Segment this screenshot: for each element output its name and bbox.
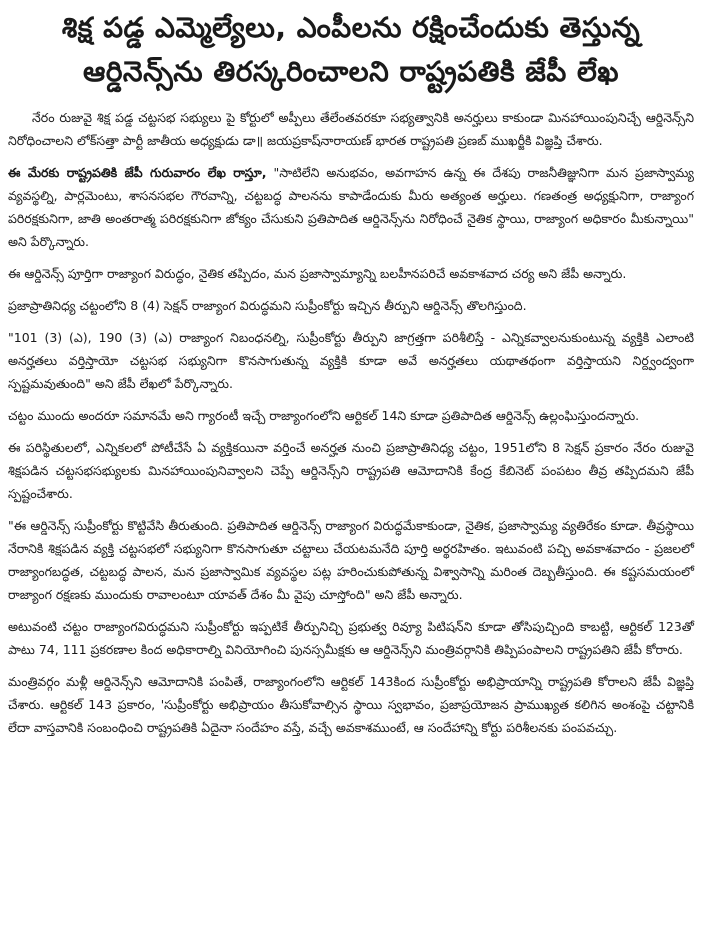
paragraph: అటువంటి చట్టం రాజ్యాంగవిరుద్ధమని సుప్రీంకోర్టు ఇప్పటికే తీర్పునిచ్చి ప్రభుత్వ రివ్యూ పిటిషన్‌ని కూడా తోసిపుచ్చింది కాబట్టి, ఆర్టికల్ 123తో పాటు 74, 111 ప్రకరణాల కింద అధికారాల్ని వినియోగించి పునస్సమీక్షకు ఆ ఆర్డినెన్స్‌ని మంత్రివర్గానికి తిప్పిపంపాలని రాష్ట్రపతిని జేపీ కోరారు. [8,619,694,657]
paragraph: ఈ పరిస్థితులలో, ఎన్నికలలో పోటీచేసే ఏ వ్యక్తికయినా వర్తించే అనర్హత నుంచి ప్రజాప్రాతినిధ్య చట్టం, 1951లోని 8 సెక్షన్ ప్రకారం నేరం రుజువై శిక్షపడిన చట్టసభసభ్యులకు మినహాయింపునివ్వాలని చెప్పే ఆర్డినెన్స్‌ని రాష్ట్రపతి ఆమోదానికి కేంద్ర కేబినెట్ పంపటం తీవ్ర తప్పిదమని జేపీ స్పష్టంచేశారు. [8,440,694,501]
headline-line-2: ఆర్డినెన్స్‌ను తిరస్కరించాలని రాష్ట్రపతికి జేపీ లేఖ [82,55,619,88]
paragraph: "101 (3) (ఎ), 190 (3) (ఎ) రాజ్యాంగ నిబంధనల్ని, సుప్రీంకోర్టు తీర్పుని జాగ్రత్తగా పరిశీలిస్తే - ఎన్నికవ్వాలనుకుంటున్న వ్యక్తికి ఎలాంటి అనర్హతలు వర్తిస్తాయో చట్టసభ సభ్యునిగా కొనసాగుతున్న వ్యక్తికి కూడా అవే అనర్హతలు యథాతథంగా వర్తిస్తాయని నిర్ద్వంద్వంగా స్పష్టమవుతుంది" అని జేపీ లేఖలో పేర్కొన్నారు. [8,330,694,391]
paragraph: ఈ మేరకు రాష్ట్రపతికి జేపీ గురువారం లేఖ రాస్తూ, "సాటిలేని అనుభవం, అవగాహన ఉన్న ఈ దేశపు రాజనీతిజ్ఞునిగా మన ప్రజాస్వామ్య వ్యవస్థల్ని, పార్లమెంటు, శాసనసభల గౌరవాన్ని, చట్టబద్ధ పాలనను కాపాడేందుకు మీరు అత్యంత అర్హులు. గణతంత్ర అధ్యక్షునిగా, రాజ్యాంగ పరిరక్షకునిగా, జాతి అంతరాత్మ పరిరక్షకునిగా జోక్యం చేసుకుని ప్రతిపాదిత ఆర్డినెన్స్‌ను నిరోధించే నైతిక స్థాయి, రాజ్యాంగ అధికారం మీకున్నాయి" అని పేర్కొన్నారు. [8,165,694,249]
article [0,6,702,939]
paragraph: నేరం రుజువై శిక్ష పడ్డ చట్టసభ సభ్యులు పై కోర్టులో అప్పీలు తేలేంతవరకూ సభ్యత్వానికి అనర్హులు కాకుండా మినహాయింపునిచ్చే ఆర్డినెన్స్‌ని నిరోధించాలని లోక్‌సత్తా పార్టీ జాతీయ అధ్యక్షుడు డా॥ జయప్రకాష్‌నారాయణ్ భారత రాష్ట్రపతి ప్రణబ్ ముఖర్జీకి విజ్ఞప్తి చేశారు. [8,110,694,148]
paragraph: చట్టం ముందు అందరూ సమానమే అని గ్యారంటీ ఇచ్చే రాజ్యాంగంలోని ఆర్టికల్ 14ని కూడా ప్రతిపాదిత ఆర్డినెన్స్ ఉల్లంఘిస్తుందన్నారు. [8,408,640,423]
paragraph: ఈ ఆర్డినెన్స్ పూర్తిగా రాజ్యాంగ విరుద్ధం, నైతిక తప్పిదం, మన ప్రజాస్వామ్యాన్ని బలహీనపరిచే అవకాశవాద చర్య అని జేపీ అన్నారు. [8,266,627,281]
paragraph: మంత్రివర్గం మళ్లీ ఆర్డినెన్స్‌ని ఆమోదానికి పంపితే, రాజ్యాంగంలోని ఆర్టికల్ 143కింద సుప్రీంకోర్టు అభిప్రాయాన్ని రాష్ట్రపతి కోరాలని జేపీ విజ్ఞప్తి చేశారు. ఆర్టికల్ 143 ప్రకారం, 'సుప్రీంకోర్టు అభిప్రాయం తీసుకోవాల్సిన స్థాయి స్వభావం, ప్రజాప్రయోజన ప్రాముఖ్యత కలిగిన అంశంపై చట్టానికి లేదా వాస్తవానికి సంబంధించి రాష్ట్రపతికి ఏదైనా సందేహం వస్తే, వచ్చే అవకాశముంటే, ఆ సందేహాన్ని కోర్టు పరిశీలనకు పంపవచ్చు. [8,674,694,735]
headline [8,6,694,94]
paragraph-lead: ఈ మేరకు రాష్ట్రపతికి జేపీ గురువారం లేఖ రాస్తూ, [8,165,267,180]
headline-line-1: శిక్ష పడ్డ ఎమ్మెల్యేలు, ఎంపీలను రక్షించేందుకు తెస్తున్న [61,11,641,44]
paragraph: "ఈ ఆర్డినెన్స్ సుప్రీంకోర్టు కొట్టివేసి తీరుతుంది. ప్రతిపాదిత ఆర్డినెన్స్ రాజ్యాంగ విరుద్ధమేకాకుండా, నైతిక, ప్రజాస్వామ్య వ్యతిరేకం కూడా. తీవ్రస్థాయి నేరానికి శిక్షపడిన వ్యక్తి చట్టసభలో సభ్యునిగా కొనసాగుతూ చట్టాలు చేయటమనేది పూర్తి అర్థరహితం. ఇటువంటి పచ్చి అవకాశవాదం - ప్రజలలో రాజ్యాంగబద్ధత, చట్టబద్ధ పాలన, మన ప్రజాస్వామిక వ్యవస్థల పట్ల హరించుకుపోతున్న విశ్వాసాన్ని మరింత దెబ్బతీస్తుంది. ఈ కష్టసమయంలో రాజ్యాంగ రక్షణకు ముందుకు రావాలంటూ యావత్ దేశం మీ వైపు చూస్తోంది" అని జేపీ అన్నారు. [8,518,694,602]
paragraph: ప్రజాప్రాతినిధ్య చట్టంలోని 8 (4) సెక్షన్ రాజ్యాంగ విరుద్ధమని సుప్రీంకోర్టు ఇచ్చిన తీర్పుని ఆర్డినెన్స్ తొలగిస్తుంది. [8,298,527,313]
